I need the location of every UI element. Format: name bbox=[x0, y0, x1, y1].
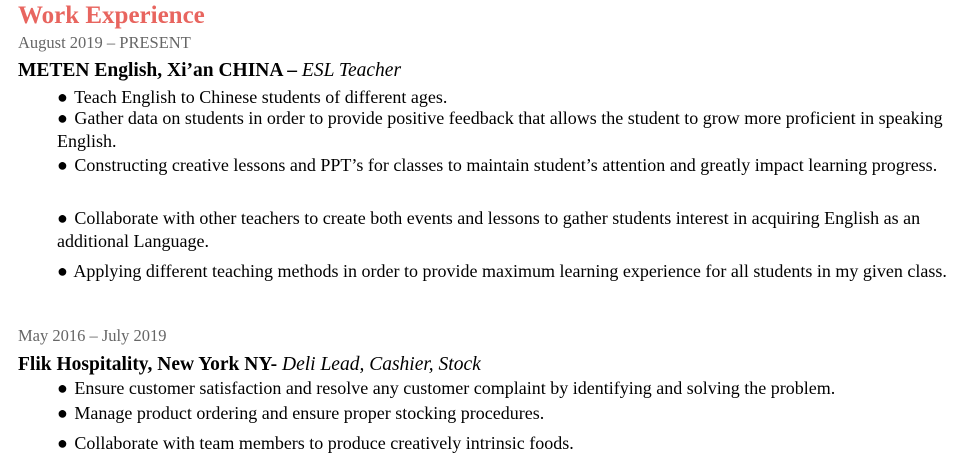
job-title bbox=[18, 59, 401, 83]
job-title bbox=[18, 353, 481, 377]
job-role: Deli Lead, Cashier, Stock bbox=[282, 354, 481, 375]
bullet-icon: ● bbox=[57, 378, 68, 398]
bullet-text: Teach English to Chinese students of different ages. bbox=[74, 87, 448, 107]
bullet-text: Applying different teaching methods in order to provide maximum learning experience for all students in my given class. bbox=[73, 261, 947, 281]
bullet-icon: ● bbox=[57, 208, 68, 228]
job-role: ESL Teacher bbox=[301, 60, 402, 81]
job-organization: Flik Hospitality, New York NY- bbox=[18, 354, 278, 375]
bullet-icon: ● bbox=[57, 87, 68, 107]
bullet-text: Ensure customer satisfaction and resolve any customer complaint by identifying and solving the problem. bbox=[74, 378, 836, 398]
bullet-icon: ● bbox=[57, 155, 68, 175]
section-title: Work Experience bbox=[18, 2, 205, 29]
bullet-text: Collaborate with team members to produce creatively intrinsic foods. bbox=[74, 433, 574, 453]
job-organization: METEN English, Xi’an CHINA – bbox=[18, 60, 298, 81]
job-date: May 2016 – July 2019 bbox=[18, 326, 167, 345]
bullet-icon: ● bbox=[57, 433, 68, 453]
bullet-item bbox=[57, 107, 949, 153]
bullet-text: Collaborate with other teachers to create both events and lessons to gather students interest in acquiring English as an additional Language. bbox=[57, 208, 921, 251]
bullet-item bbox=[57, 260, 949, 283]
bullet-icon: ● bbox=[57, 403, 68, 423]
bullet-icon: ● bbox=[57, 261, 68, 281]
bullet-item bbox=[57, 432, 949, 455]
bullet-item bbox=[57, 207, 949, 253]
bullet-item bbox=[57, 377, 949, 400]
bullet-text: Manage product ordering and ensure proper stocking procedures. bbox=[74, 403, 545, 423]
job-date: August 2019 – PRESENT bbox=[18, 33, 191, 52]
bullet-text: Constructing creative lessons and PPT’s for classes to maintain student’s attention and greatly impact learning progress. bbox=[74, 155, 938, 175]
bullet-item bbox=[57, 402, 949, 425]
bullet-item bbox=[57, 154, 949, 177]
bullet-text: Gather data on students in order to provide positive feedback that allows the student to grow more proficient in speaking English. bbox=[57, 108, 943, 151]
bullet-item bbox=[57, 86, 949, 109]
bullet-icon: ● bbox=[57, 108, 68, 128]
